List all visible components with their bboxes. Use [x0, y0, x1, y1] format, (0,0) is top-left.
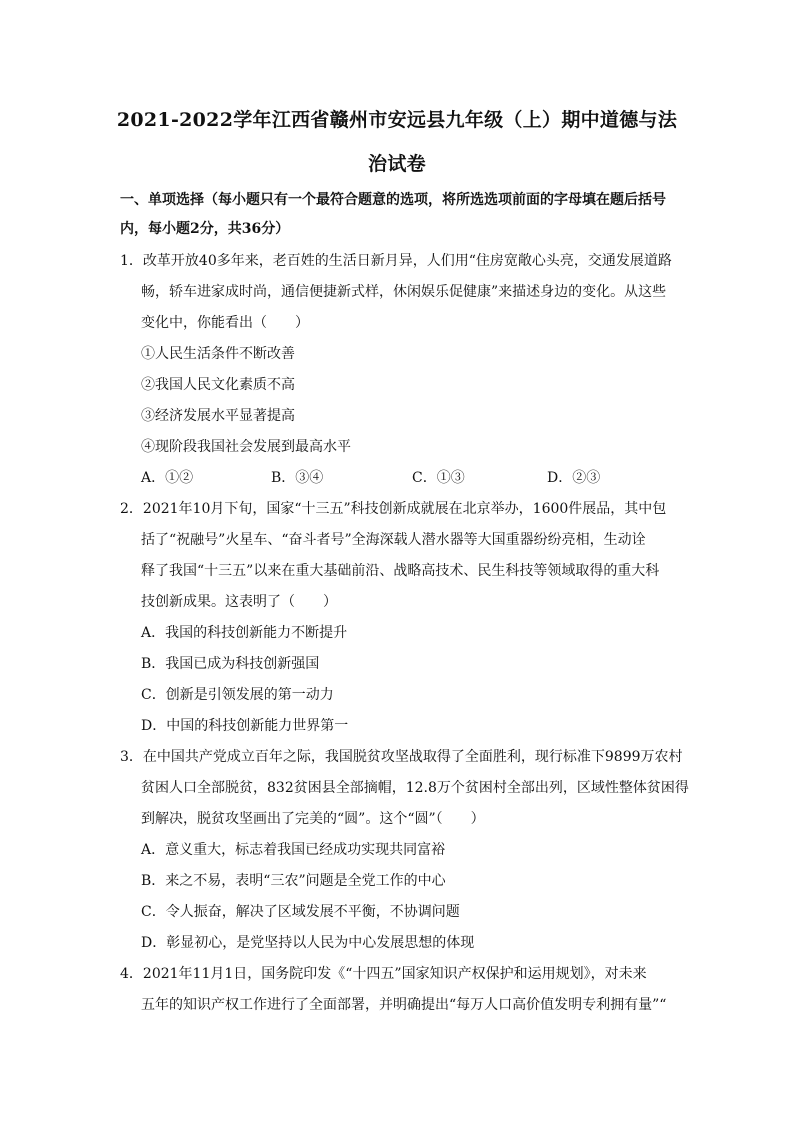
question-2-option-d: D．中国的科技创新能力世界第一	[141, 718, 349, 734]
exam-title-line-2: 治试卷	[368, 153, 426, 175]
question-3-line-2: 贫困人口全部脱贫，832贫困县全部摘帽，12.8万个贫困村全部出列，区域性整体贫困得	[141, 780, 689, 796]
question-2-option-c: C．创新是引领发展的第一动力	[141, 687, 334, 703]
question-1-option-a: A．①②	[141, 470, 194, 486]
question-2-line-3: 释了我国“十三五”以来在重大基础前沿、战略高技术、民生科技等领域取得的重大科	[141, 563, 660, 579]
question-1-line-1: 1．改革开放40多年来，老百姓的生活日新月异，人们用“住房宽敞心头亮，交通发展道路	[120, 253, 672, 269]
question-3-option-a: A．意义重大，标志着我国已经成功实现共同富裕	[141, 842, 446, 858]
question-3-line-3: 到解决，脱贫攻坚画出了完美的“圆”。这个“圆”（ ）	[141, 811, 485, 827]
question-3-option-c: C．令人振奋，解决了区域发展不平衡，不协调问题	[141, 904, 460, 920]
question-2-option-b: B．我国已成为科技创新强国	[141, 656, 320, 672]
question-3-option-d: D．彰显初心，是党坚持以人民为中心发展思想的体现	[141, 935, 475, 951]
question-3-option-b: B．来之不易，表明“三农”问题是全党工作的中心	[141, 873, 446, 889]
question-2-line-4: 技创新成果。这表明了（ ）	[141, 594, 337, 610]
question-1-statement-3: ③经济发展水平显著提高	[141, 408, 295, 424]
question-3-line-1: 3．在中国共产党成立百年之际，我国脱贫攻坚战取得了全面胜利，现行标准下9899万农村	[120, 749, 683, 765]
question-1-option-b: B．③④	[271, 470, 324, 486]
question-1-line-3: 变化中，你能看出（ ）	[141, 315, 309, 331]
question-2-option-a: A．我国的科技创新能力不断提升	[141, 625, 348, 641]
question-2-line-1: 2．2021年10月下旬，国家“十三五”科技创新成就展在北京举办，1600件展品，其中包	[120, 501, 667, 517]
section-heading-line-1: 一、单项选择（每小题只有一个最符合题意的选项，将所选选项前面的字母填在题后括号	[120, 192, 666, 208]
question-4-line-2: 五年的知识产权工作进行了全面部署，并明确提出“每万人口高价值发明专利拥有量”“	[141, 997, 667, 1013]
question-1-statement-2: ②我国人民文化素质不高	[141, 377, 295, 393]
question-4-line-1: 4．2021年11月1日，国务院印发《“十四五”国家知识产权保护和运用规划》，对未来	[120, 966, 647, 982]
question-1-line-2: 畅，轿车进家成时尚，通信便捷新式样，休闲娱乐促健康”来描述身边的变化。从这些	[141, 284, 667, 300]
question-2-line-2: 括了“祝融号”火星车、“奋斗者号”全海深载人潜水器等大国重器纷纷亮相，生动诠	[141, 532, 646, 548]
question-1-option-c: C．①③	[412, 470, 465, 486]
question-1-statement-1: ①人民生活条件不断改善	[141, 346, 295, 362]
question-1-option-d: D．②③	[547, 470, 601, 486]
question-1-statement-4: ④现阶段我国社会发展到最高水平	[141, 439, 351, 455]
exam-title-line-1: 2021-2022学年江西省赣州市安远县九年级（上）期中道德与法	[116, 109, 678, 131]
section-heading-line-2: 内，每小题2分，共36分）	[120, 221, 290, 237]
